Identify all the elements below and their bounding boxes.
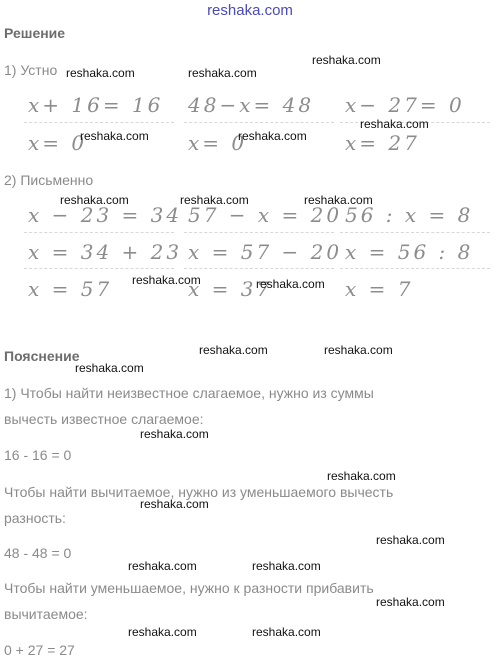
- watermark: reshaka.com: [376, 533, 445, 547]
- watermark: reshaka.com: [256, 277, 325, 291]
- oral-eq1-line1: x+ 16= 16: [28, 93, 164, 117]
- written-eq2-line1: 57 − x = 20: [188, 203, 343, 227]
- watermark: reshaka.com: [180, 193, 249, 207]
- ruled-line: [24, 232, 174, 233]
- ruled-line: [24, 122, 174, 123]
- watermark: reshaka.com: [324, 343, 393, 357]
- ruled-line: [340, 232, 490, 233]
- watermark: reshaka.com: [75, 361, 144, 375]
- rule2-line2: разность:: [4, 510, 66, 526]
- oral-eq2-line2: x= 0: [188, 131, 248, 155]
- written-eq1-line2: x = 34 + 23: [28, 240, 183, 264]
- ruled-line: [184, 122, 334, 123]
- rule1-line1: 1) Чтобы найти неизвестное слагаемое, нужно из суммы: [4, 385, 374, 401]
- explanation-heading: Пояснение: [4, 348, 80, 364]
- watermark: reshaka.com: [60, 193, 129, 207]
- rule3-line2: вычитаемое:: [4, 606, 88, 622]
- example2: 48 - 48 = 0: [4, 545, 72, 561]
- part1-label: 1) Устно: [4, 62, 58, 78]
- oral-eq2-line1: 48−x= 48: [188, 93, 315, 117]
- watermark: reshaka.com: [252, 625, 321, 639]
- watermark: reshaka.com: [140, 497, 209, 511]
- watermark: reshaka.com: [360, 117, 429, 131]
- ruled-line: [24, 268, 174, 269]
- written-eq3-line1: 56 : x = 8: [345, 203, 474, 227]
- rule1-line2: вычесть известное слагаемое:: [4, 411, 204, 427]
- watermark: reshaka.com: [312, 53, 381, 67]
- solution-heading: Решение: [4, 25, 66, 41]
- watermark: reshaka.com: [80, 129, 149, 143]
- site-logo[interactable]: reshaka.com: [207, 2, 293, 19]
- watermark: reshaka.com: [199, 343, 268, 357]
- watermark: reshaka.com: [128, 625, 197, 639]
- rule2-line1: Чтобы найти вычитаемое, нужно из уменьшаемого вычесть: [4, 484, 394, 500]
- rule3-line1: Чтобы найти уменьшаемое, нужно к разности прибавить: [4, 580, 374, 596]
- watermark: reshaka.com: [238, 129, 307, 143]
- ruled-line: [184, 268, 334, 269]
- written-eq3-line2: x = 56 : 8: [345, 240, 474, 264]
- example3: 0 + 27 = 27: [4, 642, 75, 658]
- watermark: reshaka.com: [327, 469, 396, 483]
- part2-label: 2) Письменно: [4, 172, 94, 188]
- watermark: reshaka.com: [128, 559, 197, 573]
- written-eq2-line2: x = 57 − 20: [188, 240, 343, 264]
- watermark: reshaka.com: [66, 66, 135, 80]
- oral-eq1-line2: x= 0: [28, 131, 88, 155]
- watermark: reshaka.com: [132, 273, 201, 287]
- example1: 16 - 16 = 0: [4, 447, 72, 463]
- written-eq3-line3: x = 7: [345, 277, 414, 301]
- ruled-line: [184, 232, 334, 233]
- oral-eq3-line2: x= 27: [345, 131, 420, 155]
- oral-eq3-line1: x− 27= 0: [345, 93, 465, 117]
- watermark: reshaka.com: [252, 559, 321, 573]
- written-eq1-line1: x − 23 = 34: [28, 203, 183, 227]
- ruled-line: [340, 268, 490, 269]
- watermark: reshaka.com: [304, 193, 373, 207]
- written-eq1-line3: x = 57: [28, 277, 113, 301]
- watermark: reshaka.com: [188, 66, 257, 80]
- watermark: reshaka.com: [140, 427, 209, 441]
- written-eq2-line3: x = 37: [188, 277, 273, 301]
- watermark: reshaka.com: [376, 595, 445, 609]
